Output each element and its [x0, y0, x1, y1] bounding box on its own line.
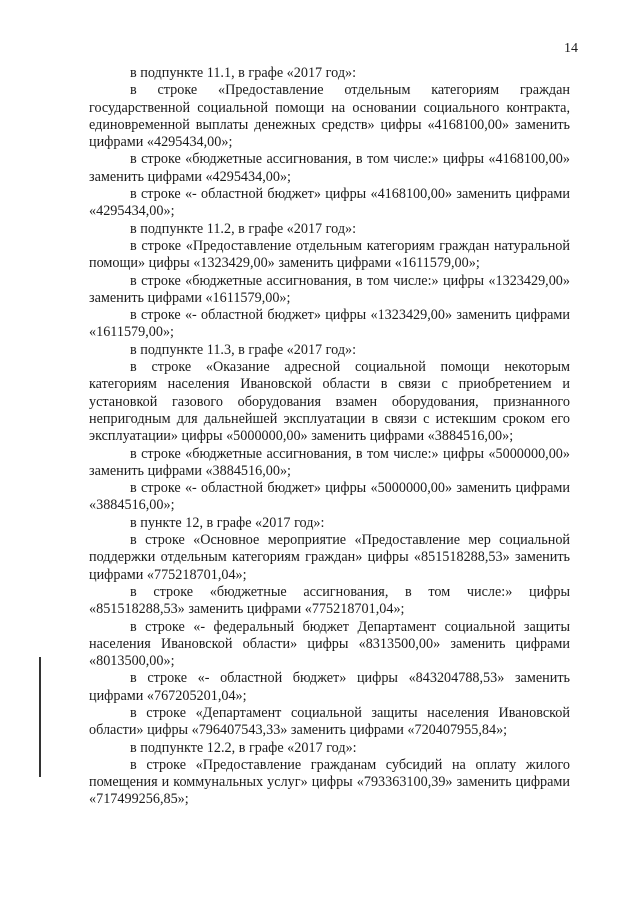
paragraph: в строке «- федеральный бюджет Департамент социальной защиты населения Ивановской области» цифры «8313500,00» заменить цифрами «8013500,00»;: [89, 618, 570, 670]
paragraph: в строке «бюджетные ассигнования, в том числе:» цифры «5000000,00» заменить цифрами «3884516,00»;: [89, 445, 570, 479]
paragraph: в подпункте 12.2, в графе «2017 год»:: [130, 739, 357, 756]
paragraph: в строке «Предоставление отдельным категориям граждан государственной социальной помощи на основании социального контракта, единовременной выплаты денежных средств» цифры «4168100,00» заменить цифрами «4295434,00»;: [89, 82, 570, 151]
page-number: 14: [564, 41, 578, 56]
paragraph: в строке «бюджетные ассигнования, в том числе:» цифры «4168100,00» заменить цифрами «4295434,00»;: [89, 151, 570, 185]
document-body: [89, 65, 570, 809]
paragraph: в строке «- областной бюджет» цифры «843204788,53» заменить цифрами «767205201,04»;: [89, 670, 570, 704]
paragraph: в пункте 12, в графе «2017 год»:: [130, 514, 325, 531]
paragraph: в строке «- областной бюджет» цифры «1323429,00» заменить цифрами «1611579,00»;: [89, 307, 570, 341]
paragraph: в строке «Основное мероприятие «Предоставление мер социальной поддержки отдельным категориям граждан» цифры «851518288,53» заменить цифрами «775218701,04»;: [89, 532, 570, 583]
paragraph: в строке «Предоставление отдельным категориям граждан натуральной помощи» цифры «1323429,00» заменить цифрами «1611579,00»;: [89, 237, 570, 272]
paragraph: в строке «бюджетные ассигнования, в том числе:» цифры «1323429,00» заменить цифрами «1611579,00»;: [89, 272, 570, 306]
margin-mark: [39, 657, 41, 777]
paragraph: в строке «- областной бюджет» цифры «5000000,00» заменить цифрами «3884516,00»;: [89, 480, 570, 514]
paragraph: в строке «- областной бюджет» цифры «4168100,00» заменить цифрами «4295434,00»;: [89, 186, 570, 220]
paragraph: в строке «Оказание адресной социальной помощи некоторым категориям населения Ивановской области в связи с приобретением и установкой газового оборудования взамен оборудования, признанного непригодным для дальнейшей эксплуатации в связи с истекшим сроком его эксплуатации» цифры «5000000,00» заменить цифрами «3884516,00»;: [89, 359, 570, 445]
paragraph: в подпункте 11.3, в графе «2017 год»:: [130, 341, 357, 358]
paragraph: в подпункте 11.2, в графе «2017 год»:: [130, 220, 357, 237]
paragraph: в строке «Департамент социальной защиты населения Ивановской области» цифры «796407543,33» заменить цифрами «720407955,84»;: [89, 704, 570, 739]
paragraph: в подпункте 11.1, в графе «2017 год»:: [130, 65, 357, 81]
paragraph: в строке «Предоставление гражданам субсидий на оплату жилого помещения и коммунальных услуг» цифры «793363100,39» заменить цифрами «717499256,85»;: [89, 756, 570, 808]
paragraph: в строке «бюджетные ассигнования, в том числе:» цифры «851518288,53» заменить цифрами «775218701,04»;: [89, 583, 570, 618]
